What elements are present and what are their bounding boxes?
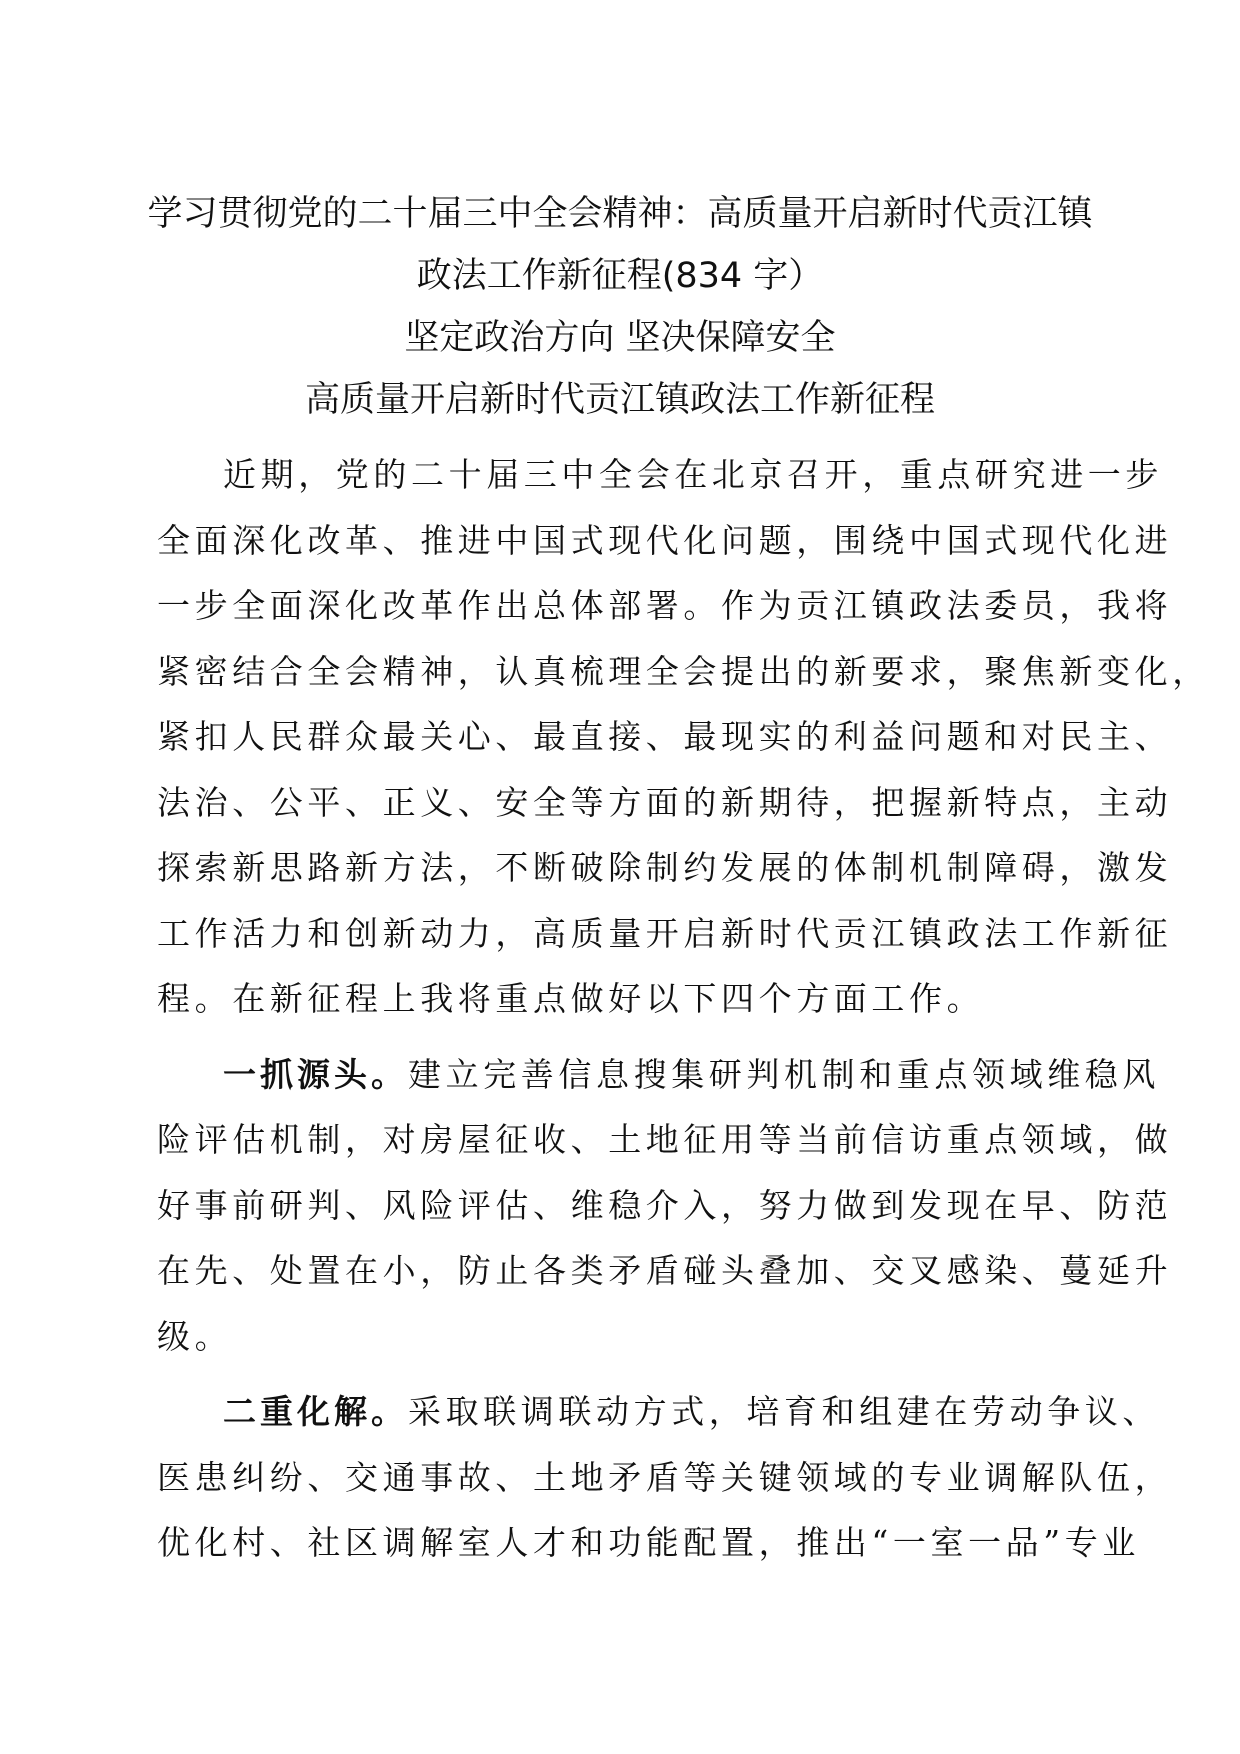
subtitle-line-1: 坚定政治方向 坚决保障安全 [404,318,836,358]
paragraph-1-line: 探索新思路新方法，不断破除制约发展的体制机制障碍，激发 [157,848,1173,887]
paragraph-1-line: 紧密结合全会精神，认真梳理全会提出的新要求，聚焦新变化， [157,651,1210,691]
document-heading [120,183,1120,431]
paragraph-1-line: 全面深化改革、推进中国式现代化问题，围绕中国式现代化进 [157,520,1173,560]
paragraph-1-line: 紧扣人民群众最关心、最直接、最现实的利益问题和对民主、 [157,717,1173,756]
paragraph-3-first-rest: 采取联调联动方式，培育和组建在劳动争议、 [408,1392,1160,1431]
paragraph-gap [157,1369,1089,1379]
paragraph-2-keyword: 一抓源头。 [223,1054,408,1094]
title-line-1: 学习贯彻党的二十届三中全会精神：高质量开启新时代贡江镇 [147,194,1093,234]
paragraph-2-first-line [157,1042,1160,1108]
title-line-2: 政法工作新征程(834 字） [416,256,824,296]
paragraph-gap [157,1032,1089,1042]
paragraph-1-line: 工作活力和创新动力，高质量开启新时代贡江镇政法工作新征 [157,913,1173,953]
paragraph-1-line: 程。在新征程上我将重点做好以下四个方面工作。 [157,979,985,1018]
subtitle-line-2: 高质量开启新时代贡江镇政法工作新征程 [304,380,935,420]
paragraph-2-line: 好事前研判、风险评估、维稳介入，努力做到发现在早、防范 [157,1185,1173,1225]
paragraph-2-line: 险评估机制，对房屋征收、土地征用等当前信访重点领域，做 [157,1120,1173,1159]
paragraph-3-line: 医患纠纷、交通事故、土地矛盾等关键领域的专业调解队伍， [157,1457,1173,1497]
paragraph-3-first-line [157,1379,1160,1445]
paragraph-3-line: 优化村、社区调解室人才和功能配置，推出“一室一品”专业 [157,1523,1140,1562]
paragraph-2-line: 在先、处置在小，防止各类矛盾碰头叠加、交叉感染、蔓延升 [157,1251,1173,1290]
paragraph-1-line: 法治、公平、正义、安全等方面的新期待，把握新特点，主动 [157,782,1173,822]
paragraph-1-line: 一步全面深化改革作出总体部署。作为贡江镇政法委员，我将 [157,586,1173,625]
paragraph-3-keyword: 二重化解。 [223,1392,408,1431]
paragraph-1-line: 近期，党的二十届三中全会在北京召开，重点研究进一步 [223,455,1163,494]
document-body [157,442,1210,1576]
paragraph-2-line: 级。 [157,1316,233,1356]
paragraph-2-first-rest: 建立完善信息搜集研判机制和重点领域维稳风 [408,1054,1160,1094]
